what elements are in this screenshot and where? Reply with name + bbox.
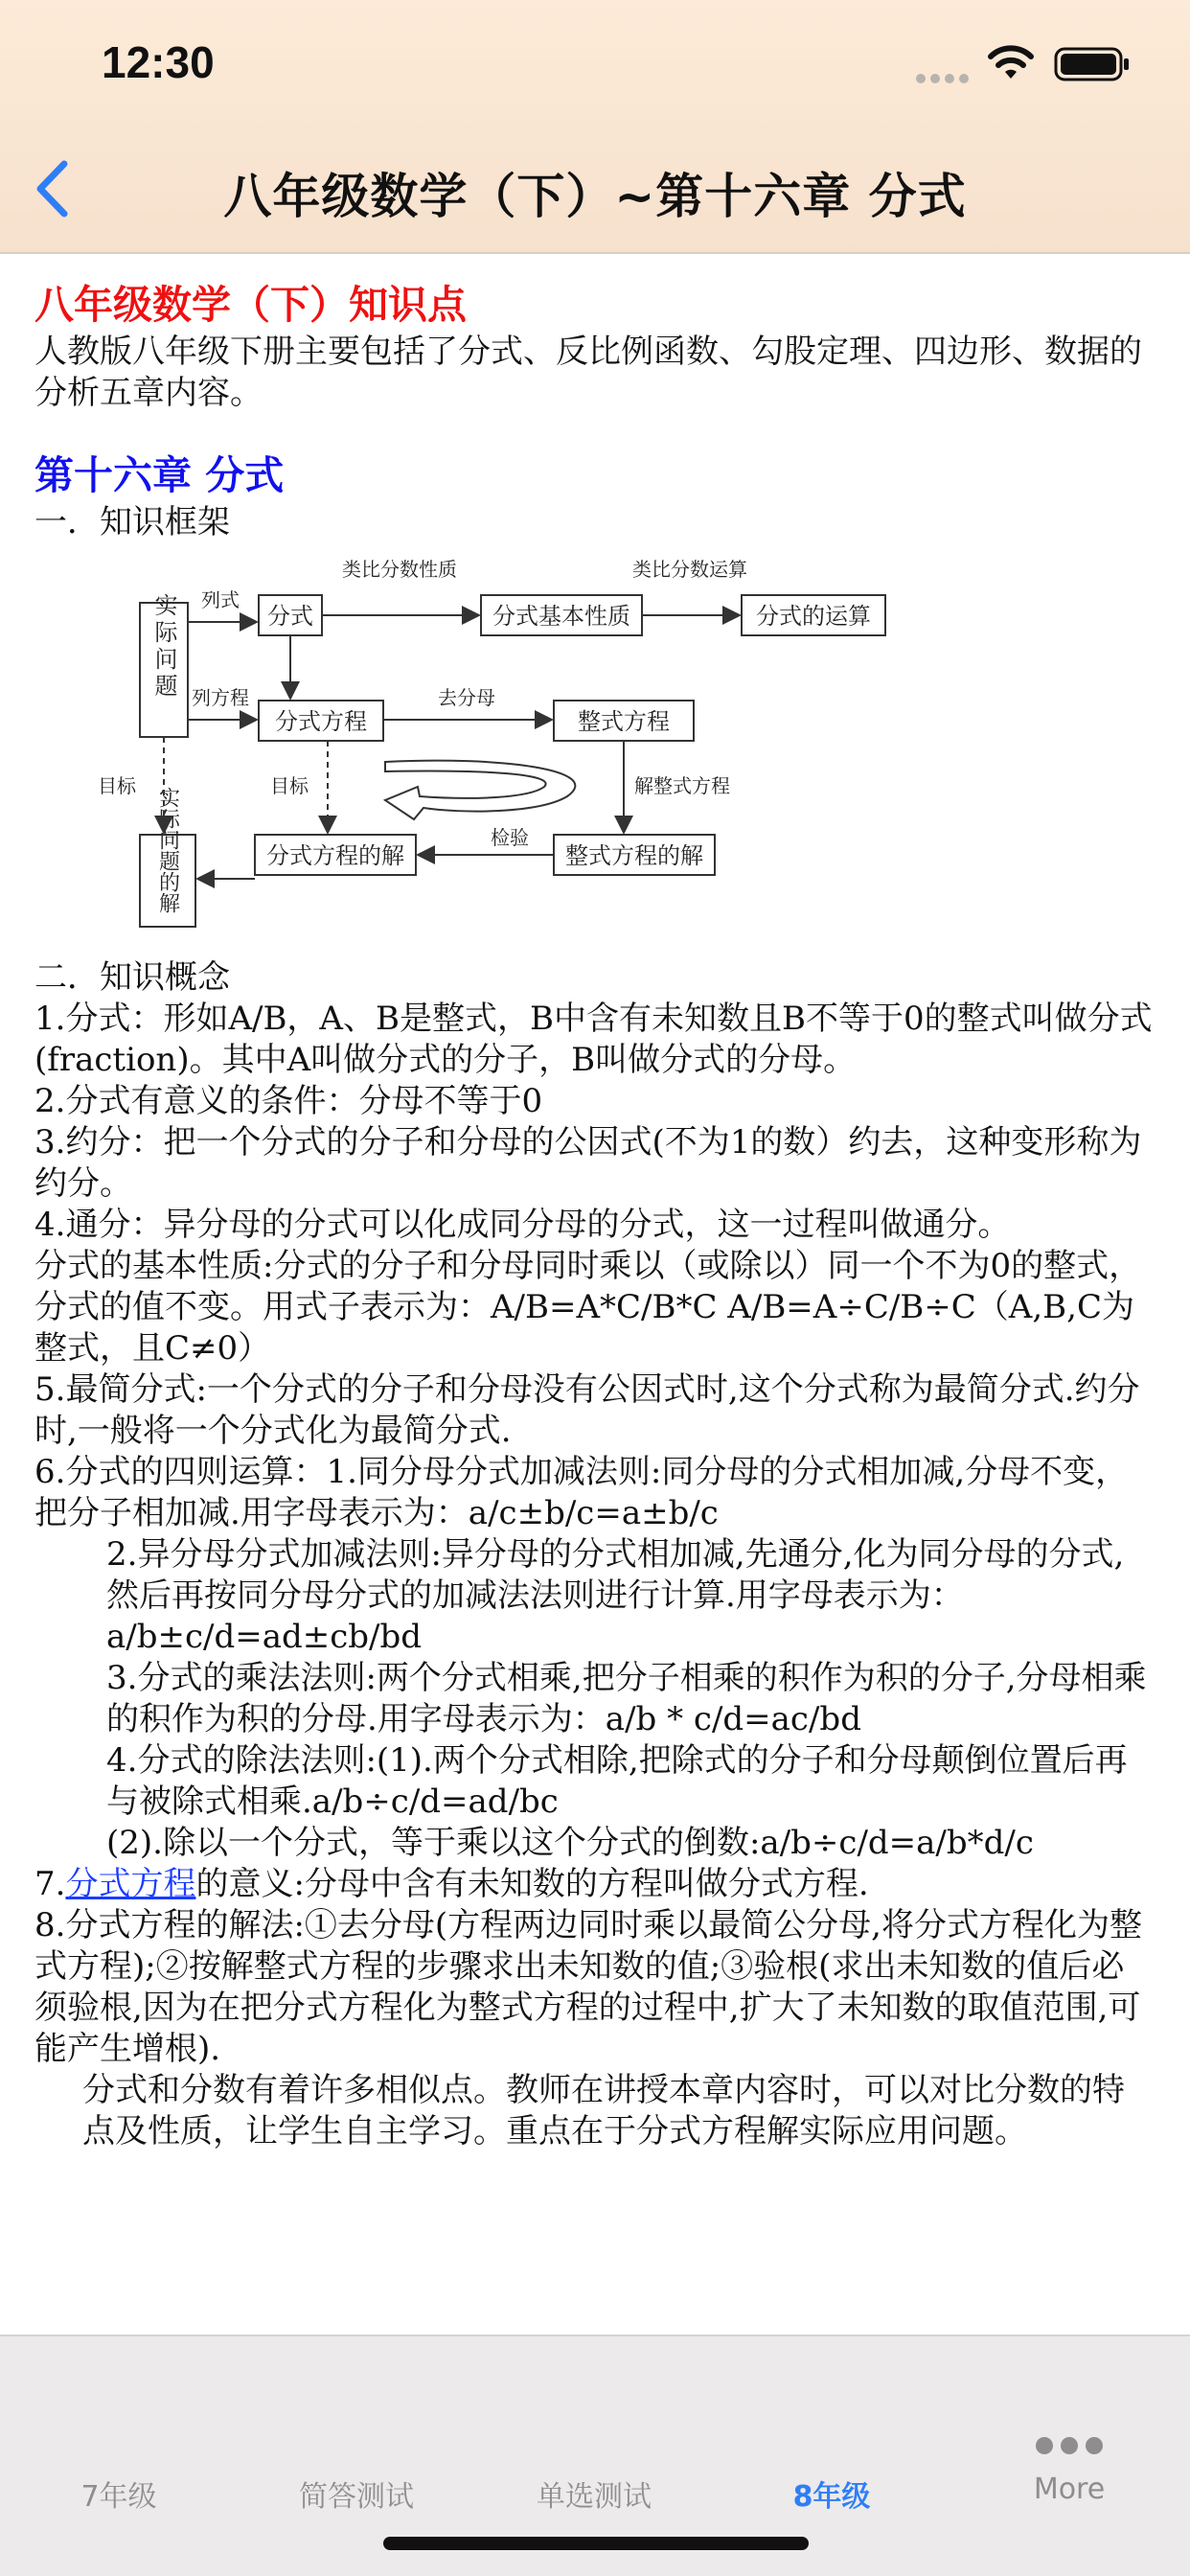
concept-5: 5.最简分式:一个分式的分子和分母没有公因式时,这个分式称为最简分式.约分时,一般将一个分式化为最简分式. <box>34 1370 1140 1450</box>
edge-goal-left-label: 目标 <box>98 774 136 797</box>
intro-paragraph: 人教版八年级下册主要包括了分式、反比例函数、勾股定理、四边形、数据的分析五章内容。 <box>34 333 1142 412</box>
concept-2: 2.分式有意义的条件：分母不等于0 <box>34 1082 543 1120</box>
edge-goal-mid-label: 目标 <box>270 774 309 797</box>
node-integral-equation-label: 整式方程 <box>578 708 670 735</box>
tab-single-choice-label: 单选测试 <box>537 2480 652 2514</box>
concept-6: 6.分式的四则运算：1.同分母分式加减法则:同分母的分式相加减,分母不变，把分子相加减.用字母表示为：a/c±b/c=a±b/c <box>34 1453 1129 1532</box>
more-dots-icon <box>950 2428 1188 2462</box>
cellular-signal-icon <box>916 69 973 87</box>
concept-3: 3.约分：把一个分式的分子和分母的公因式(不为1的数）约去，这种变形称为约分。 <box>34 1123 1142 1203</box>
grade-heading: 八年级数学（下）知识点 <box>34 282 467 328</box>
node-fraction-solution-label: 分式方程的解 <box>266 842 404 869</box>
node-basic-property-label: 分式基本性质 <box>492 603 630 630</box>
concept-6-rule-2: 2.异分母分式加减法则:异分母的分式相加减,先通分,化为同分母的分式,然后再按同分母分式的加减法法则进行计算.用字母表示为：a/b±c/d=ad±cb/bd <box>106 1535 1125 1656</box>
concept-1: 1.分式：形如A/B，A、B是整式，B中含有未知数且B不等于0的整式叫做分式(fraction)。其中A叫做分式的分子，B叫做分式的分母。 <box>34 1000 1153 1079</box>
wifi-icon <box>987 44 1035 82</box>
concept-6-rule-3: 3.分式的乘法法则:两个分式相乘,把分子相乘的积作为积的分子,分母相乘的积作为积的分母.用字母表示为：a/b * c/d=ac/bd <box>106 1659 1147 1738</box>
edge-analogy-property-label: 类比分数性质 <box>342 558 457 581</box>
edge-list-equation-label: 列方程 <box>192 686 249 709</box>
node-real-problem-label: 实际问题 <box>150 593 177 701</box>
teaching-note: 分式和分数有着许多相似点。教师在讲授本章内容时，可以对比分数的特点及性质，让学生自主学习。重点在于分式方程解实际应用问题。 <box>82 2071 1125 2150</box>
edge-solve-integral-label: 解整式方程 <box>634 774 730 797</box>
basic-property: 分式的基本性质:分式的分子和分母同时乘以（或除以）同一个不为0的整式，分式的值不变。用式子表示为：A/B=A*C/B*C A/B=A÷C/B÷C（A,B,C为整式，且C≠0） <box>34 1247 1142 1368</box>
tab-more-label: More <box>1033 2472 1106 2506</box>
tab-more[interactable] <box>950 2432 1188 2518</box>
node-operation-label: 分式的运算 <box>756 603 871 630</box>
edge-check-label: 检验 <box>491 826 529 849</box>
home-indicator <box>383 2537 809 2550</box>
edge-list-label: 列式 <box>201 588 240 611</box>
article-content <box>34 278 1156 2152</box>
page-title: 八年级数学（下）~第十六章 分式 <box>223 169 967 224</box>
concept-7 <box>34 1864 1156 1905</box>
section-concepts-title: 二．知识概念 <box>34 958 230 997</box>
concept-4: 4.通分：异分母的分式可以化成同分母的分式，这一过程叫做通分。 <box>34 1206 1011 1244</box>
fraction-equation-link[interactable]: 分式方程 <box>65 1865 196 1903</box>
tab-grade-8-label: 8年级 <box>792 2480 871 2514</box>
chapter-heading: 第十六章 分式 <box>34 452 285 498</box>
concept-7-suffix: 的意义:分母中含有未知数的方程叫做分式方程. <box>195 1865 869 1903</box>
knowledge-framework-diagram <box>98 557 893 950</box>
edge-remove-denominator-label: 去分母 <box>438 686 495 709</box>
transform-arrow <box>385 761 575 819</box>
node-integral-solution-label: 整式方程的解 <box>565 842 703 869</box>
tab-grade-7[interactable] <box>0 2432 238 2518</box>
tab-single-choice-test[interactable] <box>475 2432 713 2518</box>
concept-6-rule-4: 4.分式的除法法则:(1).两个分式相除,把除式的分子和分母颠倒位置后再与被除式相乘.a/b÷c/d=ad/bc <box>106 1741 1128 1821</box>
node-fraction-equation-label: 分式方程 <box>275 708 367 735</box>
node-real-solution-label: 实际问题的解 <box>155 787 180 913</box>
navigation-header <box>0 0 1190 254</box>
tab-grade-7-label: 7年级 <box>80 2480 157 2514</box>
concept-6-rule-4b: (2).除以一个分式，等于乘以这个分式的倒数:a/b÷c/d=a/b*d/c <box>106 1824 1034 1862</box>
concept-8: 8.分式方程的解法:①去分母(方程两边同时乘以最简公分母,将分式方程化为整式方程);②按解整式方程的步骤求出未知数的值;③验根(求出未知数的值后必须验根,因为在把分式方程化为整式方程的过程中,扩大了未知数的取值范围,可能产生增根). <box>34 1906 1142 2068</box>
status-time: 12:30 <box>102 37 215 87</box>
edge-analogy-operation-label: 类比分数运算 <box>632 558 747 581</box>
concept-7-prefix: 7. <box>34 1865 66 1903</box>
tab-grade-8[interactable] <box>713 2432 950 2518</box>
tab-short-answer-label: 简答测试 <box>299 2480 414 2514</box>
tab-short-answer-test[interactable] <box>238 2432 475 2518</box>
section-framework-title: 一．知识框架 <box>34 503 230 541</box>
node-fraction-label: 分式 <box>267 603 313 630</box>
battery-icon <box>1054 46 1131 82</box>
